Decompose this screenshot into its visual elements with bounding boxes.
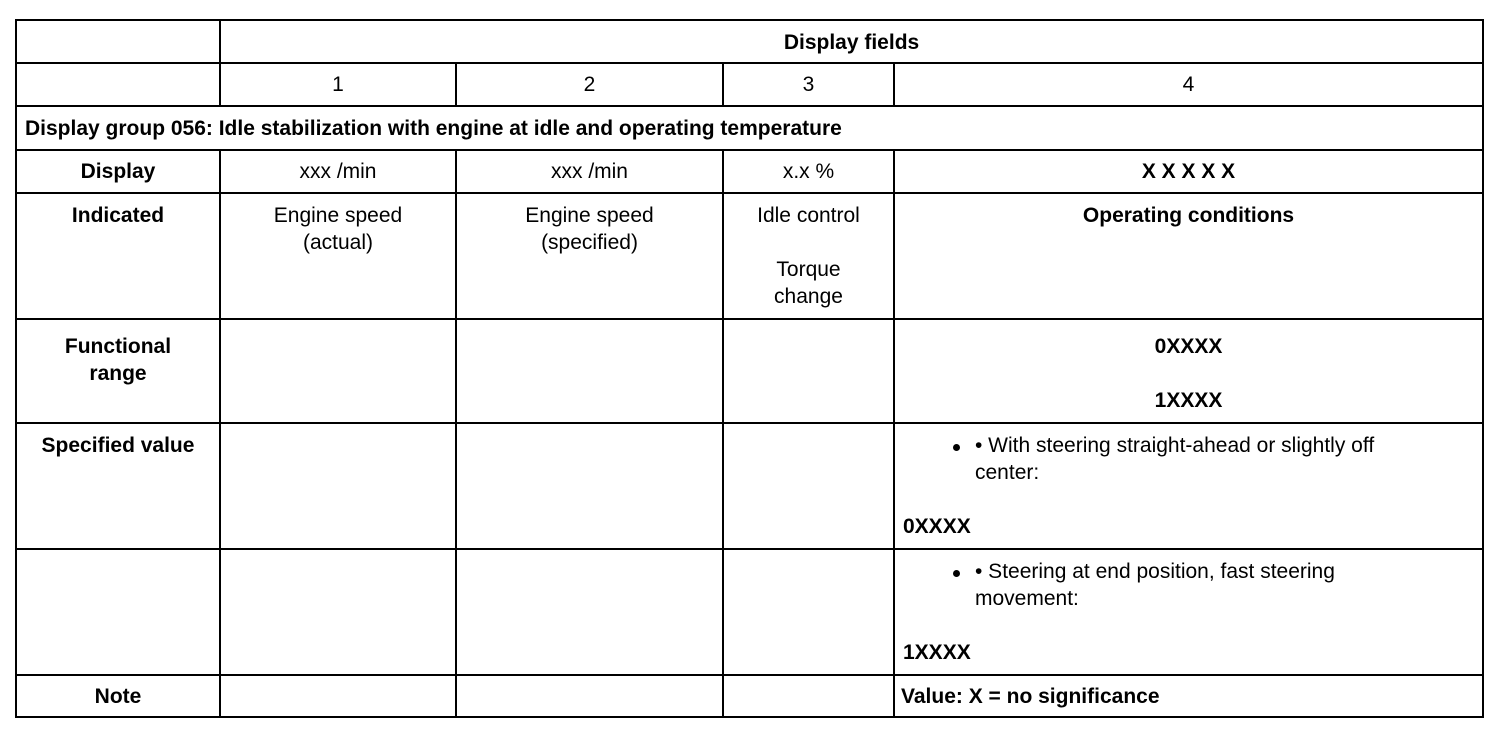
bullet-text-line2: movement: <box>975 587 1079 610</box>
functional-range-field-4 <box>894 319 1483 423</box>
display-fields-header: Display fields <box>220 20 1483 63</box>
field-number-3: 3 <box>723 63 894 106</box>
bullet-text-line1: • With steering straight-ahead or slightly off <box>975 434 1375 457</box>
bullet-dot-icon <box>953 570 960 577</box>
bullet-item-steering-straight <box>901 432 1476 486</box>
note-field-2 <box>456 675 723 717</box>
functional-range-field-1 <box>220 319 456 423</box>
indicated-field-3-line1: Idle control <box>757 204 860 227</box>
functional-range-label-line1: Functional <box>64 335 172 358</box>
functional-range-field-2 <box>456 319 723 423</box>
display-row <box>16 150 1483 193</box>
specified-value-label: Specified value <box>16 423 220 549</box>
display-row-label: Display <box>16 150 220 193</box>
display-field-2: xxx /min <box>456 150 723 193</box>
field-number-1: 1 <box>220 63 456 106</box>
functional-range-row <box>16 319 1483 423</box>
bullet-text-line1: • Steering at end position, fast steering <box>975 560 1335 583</box>
indicated-field-4: Operating conditions <box>894 193 1483 319</box>
specified-value-field-1 <box>220 423 456 549</box>
bullet-text-line2: center: <box>975 461 1040 484</box>
indicated-field-1-line1: Engine speed <box>273 204 403 227</box>
functional-range-value-1: 1XXXX <box>1154 389 1223 412</box>
specified-value-2-field-4 <box>894 549 1483 675</box>
bullet-item-steering-end <box>901 558 1476 612</box>
header-corner-cell-2 <box>16 63 220 106</box>
header-corner-cell <box>16 20 220 63</box>
specified-value-2-label <box>16 549 220 675</box>
functional-range-field-3 <box>723 319 894 423</box>
specified-value-row <box>16 423 1483 549</box>
group-title-row <box>16 106 1483 150</box>
note-row <box>16 675 1483 717</box>
specified-value-2-field-3 <box>723 549 894 675</box>
display-field-4: X X X X X <box>894 150 1483 193</box>
note-field-1 <box>220 675 456 717</box>
bullet-dot-icon <box>953 444 960 451</box>
display-group-table <box>15 19 1484 718</box>
functional-range-label <box>16 319 220 423</box>
indicated-row-label: Indicated <box>16 193 220 319</box>
specified-value-2-field-1 <box>220 549 456 675</box>
functional-range-label-line2: range <box>89 362 147 385</box>
indicated-field-2 <box>456 193 723 319</box>
note-field-3 <box>723 675 894 717</box>
specified-value-field-4 <box>894 423 1483 549</box>
display-field-3: x.x % <box>723 150 894 193</box>
header-row-title <box>16 20 1483 63</box>
specified-value-field-3 <box>723 423 894 549</box>
specified-value-field-2 <box>456 423 723 549</box>
field-number-4: 4 <box>894 63 1483 106</box>
spacer <box>730 229 887 256</box>
indicated-field-1 <box>220 193 456 319</box>
indicated-field-2-line2: (specified) <box>541 231 638 254</box>
note-label: Note <box>16 675 220 717</box>
display-field-1: xxx /min <box>220 150 456 193</box>
note-field-4: Value: X = no significance <box>894 675 1483 717</box>
functional-range-value-0: 0XXXX <box>1154 335 1223 358</box>
specified-value-2-field-2 <box>456 549 723 675</box>
indicated-row <box>16 193 1483 319</box>
specified-value-row-2 <box>16 549 1483 675</box>
specified-value-1: 1XXXX <box>903 641 971 664</box>
indicated-field-1-line2: (actual) <box>302 231 374 254</box>
indicated-field-3-line3: change <box>774 285 843 308</box>
field-number-2: 2 <box>456 63 723 106</box>
indicated-field-3-line2: Torque <box>776 258 841 281</box>
indicated-field-3 <box>723 193 894 319</box>
specified-value-0: 0XXXX <box>903 515 971 538</box>
spacer <box>901 360 1476 387</box>
indicated-field-2-line1: Engine speed <box>525 204 654 227</box>
header-row-numbers <box>16 63 1483 106</box>
display-group-title: Display group 056: Idle stabilization with engine at idle and operating temperature <box>16 106 1483 150</box>
